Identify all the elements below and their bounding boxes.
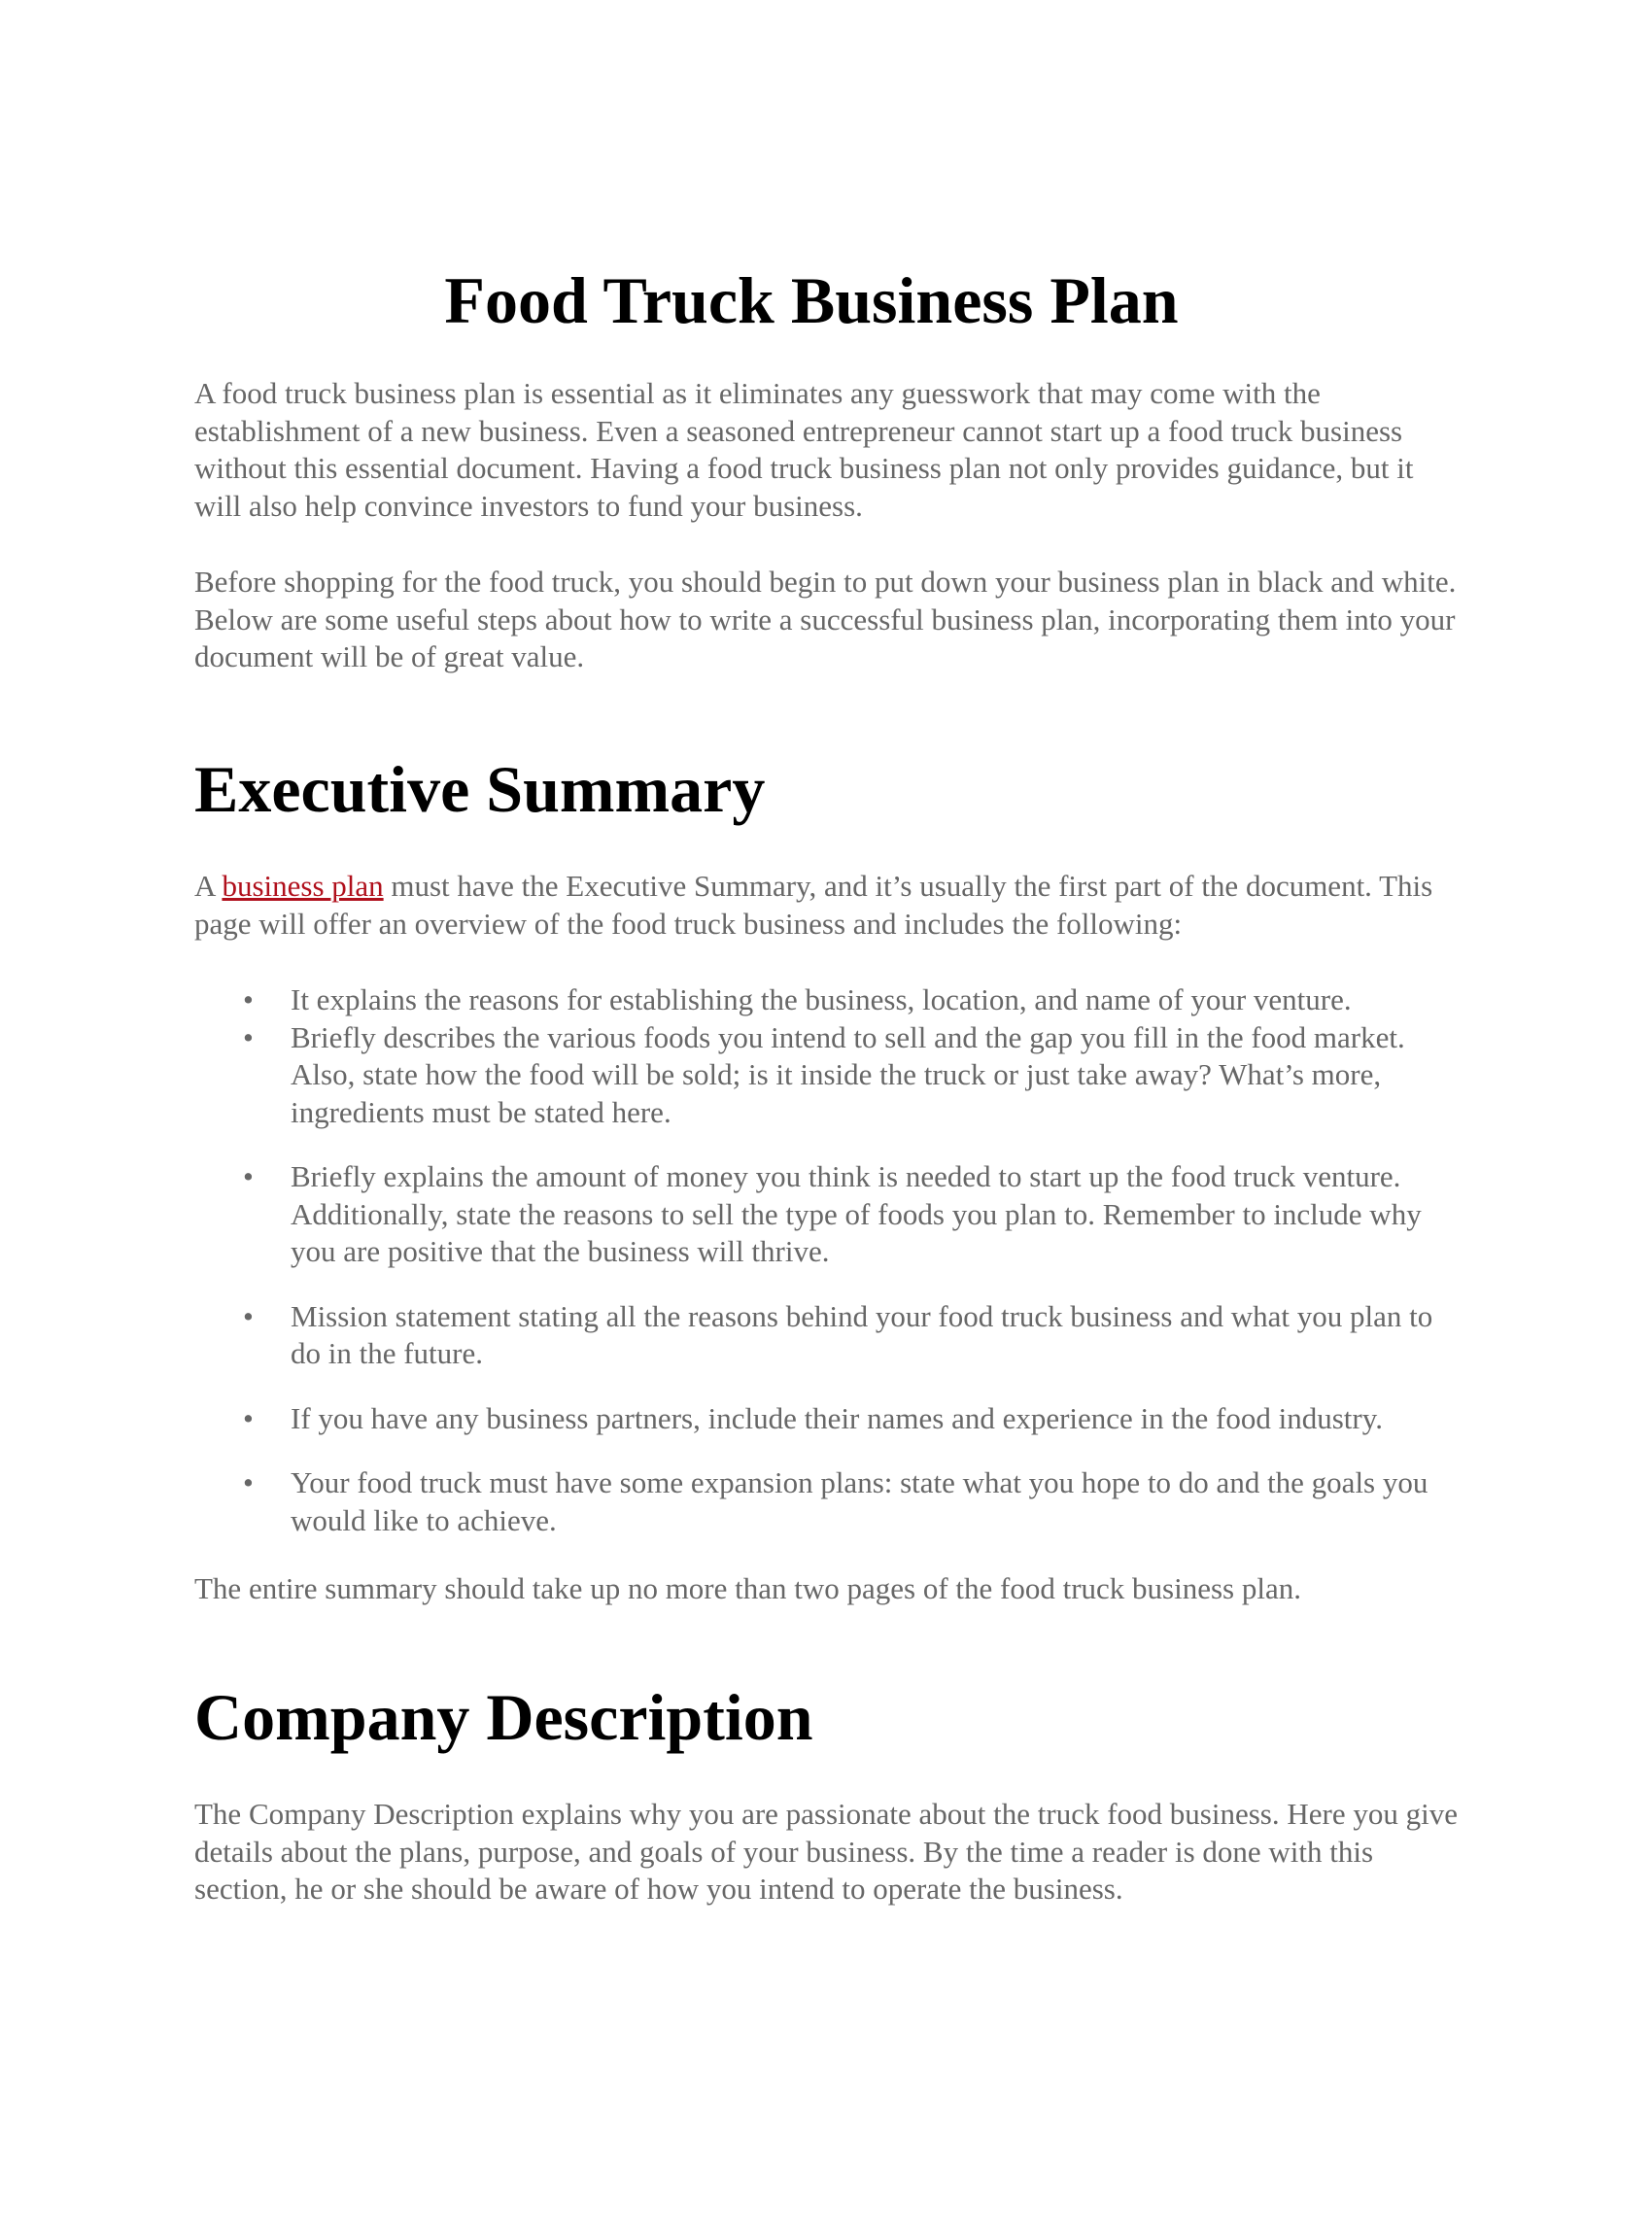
lead-prefix: A [194,869,223,904]
list-item [194,1464,1466,1539]
list-item [194,1400,1466,1438]
bullet-icon: • [243,1019,254,1054]
bullet-icon: • [243,1298,254,1333]
bullet-icon: • [243,1400,254,1435]
executive-summary-lead [194,868,1458,943]
document-title: Food Truck Business Plan [444,263,1179,337]
bullet-icon: • [243,1159,254,1194]
list-item-text: If you have any business partners, include their names and experience in the food industry. [291,1400,1383,1435]
list-item [194,981,1466,1019]
list-item [194,1298,1466,1373]
list-item-text: Your food truck must have some expansion plans: state what you hope to do and the goals you would like to achieve. [291,1465,1428,1537]
executive-summary-heading: Executive Summary [194,751,766,826]
list-item-text: Mission statement stating all the reasons behind your food truck business and what you plan to do in the future. [291,1298,1433,1371]
bullet-icon: • [243,982,254,1017]
bullet-icon: • [243,1465,254,1500]
list-item-text: Briefly describes the various foods you intend to sell and the gap you fill in the food market. Also, state how the food will be sold; is it inside the truck or just take away? What’s more, ingredients must be stated here. [291,1019,1405,1129]
executive-summary-list [194,981,1458,1539]
company-description-heading: Company Description [194,1679,813,1754]
list-item [194,1158,1466,1271]
list-item-text: It explains the reasons for establishing the business, location, and name of your venture. [291,982,1352,1017]
list-item [194,1019,1466,1132]
list-item-text: Briefly explains the amount of money you think is needed to start up the food truck venture. Additionally, state the reasons to sell the type of foods you plan to. Remember to include why you are positive that the business will thrive. [291,1159,1422,1269]
lead-suffix: must have the Executive Summary, and it’s usually the first part of the document. This page will offer an overview of the food truck business and includes the following: [194,869,1433,941]
executive-summary-closing: The entire summary should take up no more than two pages of the food truck business plan. [194,1571,1301,1606]
business-plan-link[interactable]: business plan [222,869,384,904]
intro-paragraph-1: A food truck business plan is essential as it eliminates any guesswork that may come with the establishment of a new business. Even a seasoned entrepreneur cannot start up a food truck business without this essential document. Having a food truck business plan not only provides guidance, but it will also help convince investors to fund your business. [194,376,1414,523]
document-page [194,262,1458,1947]
intro-paragraph-2: Before shopping for the food truck, you should begin to put down your business plan in black and white. Below are some useful steps about how to write a successful business plan, incorporating them into your document will be of great value. [194,565,1457,674]
company-description-paragraph: The Company Description explains why you are passionate about the truck food business. Here you give details about the plans, purpose, and goals of your business. By the time a reader is done with this section, he or she should be aware of how you intend to operate the business. [194,1797,1458,1907]
